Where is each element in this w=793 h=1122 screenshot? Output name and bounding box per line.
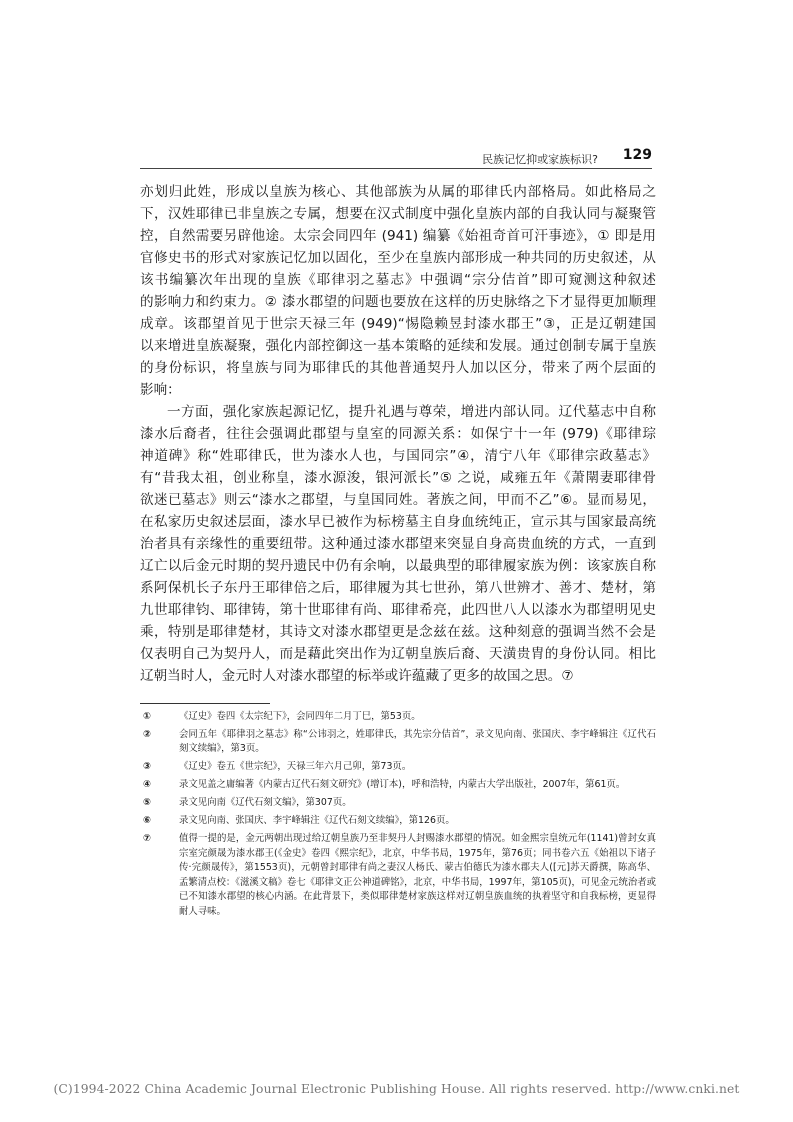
body-line: 有“昔我太祖，创业称皇，漆水源浚，银河派长”⑤ 之说，咸雍五年《萧閛妻耶律骨 [140, 470, 656, 486]
header-rule [140, 168, 652, 169]
main-text [140, 181, 656, 687]
footnote-number: ③ [143, 761, 151, 773]
footnote-number: ⑦ [143, 832, 151, 844]
body-line: 仅表明自己为契丹人，而是藉此突出作为辽朝皇族后裔、天潢贵胄的身份认同。相比 [140, 646, 656, 662]
footnote [140, 760, 656, 775]
footnote [140, 728, 656, 757]
footnote [140, 778, 656, 793]
body-line: 亦划归此姓，形成以皇族为核心、其他部族为从属的耶律氏内部格局。如此格局之 [140, 184, 656, 200]
footnote [140, 796, 656, 811]
footnote-number: ⑤ [143, 797, 151, 809]
running-header [140, 147, 652, 168]
body-line: 一方面，强化家族起源记忆，提升礼遇与尊荣，增进内部认同。辽代墓志中自称 [167, 404, 656, 420]
footnote-number: ① [143, 711, 151, 722]
footnote-number: ④ [143, 779, 151, 791]
body-line: 控，自然需要另辟他途。太宗会同四年 (941) 编纂《始祖奇首可汗事迹》，① 即是用 [140, 228, 656, 244]
running-header-title: 民族记忆抑或家族标识? [482, 153, 598, 166]
body-line: 九世耶律钧、耶律铸，第十世耶律有尚、耶律希亮，此四世八人以漆水为郡望明见史 [140, 602, 656, 618]
footnote-number: ② [143, 728, 151, 740]
footnote-text: 值得一提的是，金元两朝出现过给辽朝皇族乃至非契丹人封赐漆水郡望的情况。如金熙宗皇统元年(1141)曾封女真宗室完颜晟为漆水郡王(《金史》卷四《熙宗纪》，北京，中华书局，1975年，第76页；同书卷六五《始祖以下诸子传·完颜晟传》，第1553页)，元朝曾封耶律有尚之妻汉人杨氏、蒙古伯德氏为漆水郡夫人([元]苏天爵撰，陈高华、孟繁清点校：《滋溪文稿》卷七《耶律文正公神道碑铭》，北京，中华书局，1997年，第105页)，可见金元统治者或已不知漆水郡望的核心内涵。在此背景下，类似耶律楚材家族这样对辽朝皇族血统的执着坚守和自我标榜，更显得耐人寻味。 [179, 832, 656, 917]
body-line: 在私家历史叙述层面，漆水早已被作为标榜墓主自身血统纯正，宣示其与国家最高统 [140, 514, 656, 530]
body-line: 影响： [140, 382, 181, 398]
body-line: 官修史书的形式对家族记忆加以固化，至少在皇族内部形成一种共同的历史叙述，从 [140, 250, 656, 266]
body-line: 乘，特别是耶律楚材，其诗文对漆水郡望更是念兹在兹。这种刻意的强调当然不会是 [140, 624, 656, 640]
body-line: 的身份标识，将皇族与同为耶律氏的其他普通契丹人加以区分，带来了两个层面的 [140, 360, 656, 376]
footnote-text: 《辽史》卷五《世宗纪》，天禄三年六月己卯，第73页。 [179, 761, 412, 773]
footnote-text: 录文见盖之庸编著《内蒙古辽代石刻文研究》(增订本)，呼和浩特，内蒙古大学出版社，2007年，第61页。 [179, 779, 626, 791]
footnotes [140, 710, 656, 923]
body-line: 系阿保机长子东丹王耶律倍之后，耶律履为其七世孙，第八世辨才、善才、楚材，第 [140, 580, 656, 596]
body-line: 辽亡以后金元时期的契丹遗民中仍有余响，以最典型的耶律履家族为例：该家族自称 [140, 558, 656, 574]
footnote [140, 814, 656, 829]
footnote [140, 710, 656, 725]
copyright-notice: (C)1994-2022 China Academic Journal Electronic Publishing House. All rights reserved. http://www.cnki.net [53, 1082, 740, 1096]
footnote-text: 录文见向南、张国庆、李宇峰辑注《辽代石刻文续编》，第126页。 [179, 815, 455, 827]
footnote-number: ⑥ [143, 815, 151, 827]
body-line: 的影响力和约束力。② 漆水郡望的问题也要放在这样的历史脉络之下才显得更加顺理 [140, 294, 656, 310]
body-line: 欲迷已墓志》则云“漆水之郡望，与皇国同姓。著族之间，甲而不乙”⑥。显而易见， [140, 492, 656, 508]
body-line: 成章。该郡望首见于世宗天禄三年 (949)“惕隐赖昱封漆水郡王”③，正是辽朝建国 [140, 316, 656, 332]
footnote-rule [140, 703, 270, 704]
footnote-text: 会同五年《耶律羽之墓志》称“公讳羽之，姓耶律氏，其先宗分佶首”，录文见向南、张国庆、李宇峰辑注《辽代石刻文续编》，第3页。 [179, 728, 656, 755]
page-number: 129 [622, 147, 652, 163]
body-line: 漆水后裔者，往往会强调此郡望与皇室的同源关系：如保宁十一年 (979)《耶律琮 [140, 426, 656, 442]
body-line: 治者具有亲缘性的重要纽带。这种通过漆水郡望来突显自身高贵血统的方式，一直到 [140, 536, 656, 552]
body-line: 辽朝当时人，金元时人对漆水郡望的标举或许蕴藏了更多的故国之思。⑦ [140, 668, 574, 684]
footnote-text: 《辽史》卷四《太宗纪下》，会同四年二月丁巳，第53页。 [179, 711, 421, 722]
body-line: 该书编纂次年出现的皇族《耶律羽之墓志》中强调“宗分佶首”即可窥测这种叙述 [140, 272, 656, 288]
footnote-text: 录文见向南《辽代石刻文编》，第307页。 [179, 797, 352, 809]
body-line: 神道碑》称“姓耶律氏，世为漆水人也，与国同宗”④，清宁八年《耶律宗政墓志》 [140, 448, 656, 464]
footnote [140, 832, 656, 920]
body-line: 以来增进皇族凝聚，强化内部控御这一基本策略的延续和发展。通过创制专属于皇族 [140, 338, 656, 354]
body-line: 下，汉姓耶律已非皇族之专属，想要在汉式制度中强化皇族内部的自我认同与凝聚管 [140, 206, 656, 222]
